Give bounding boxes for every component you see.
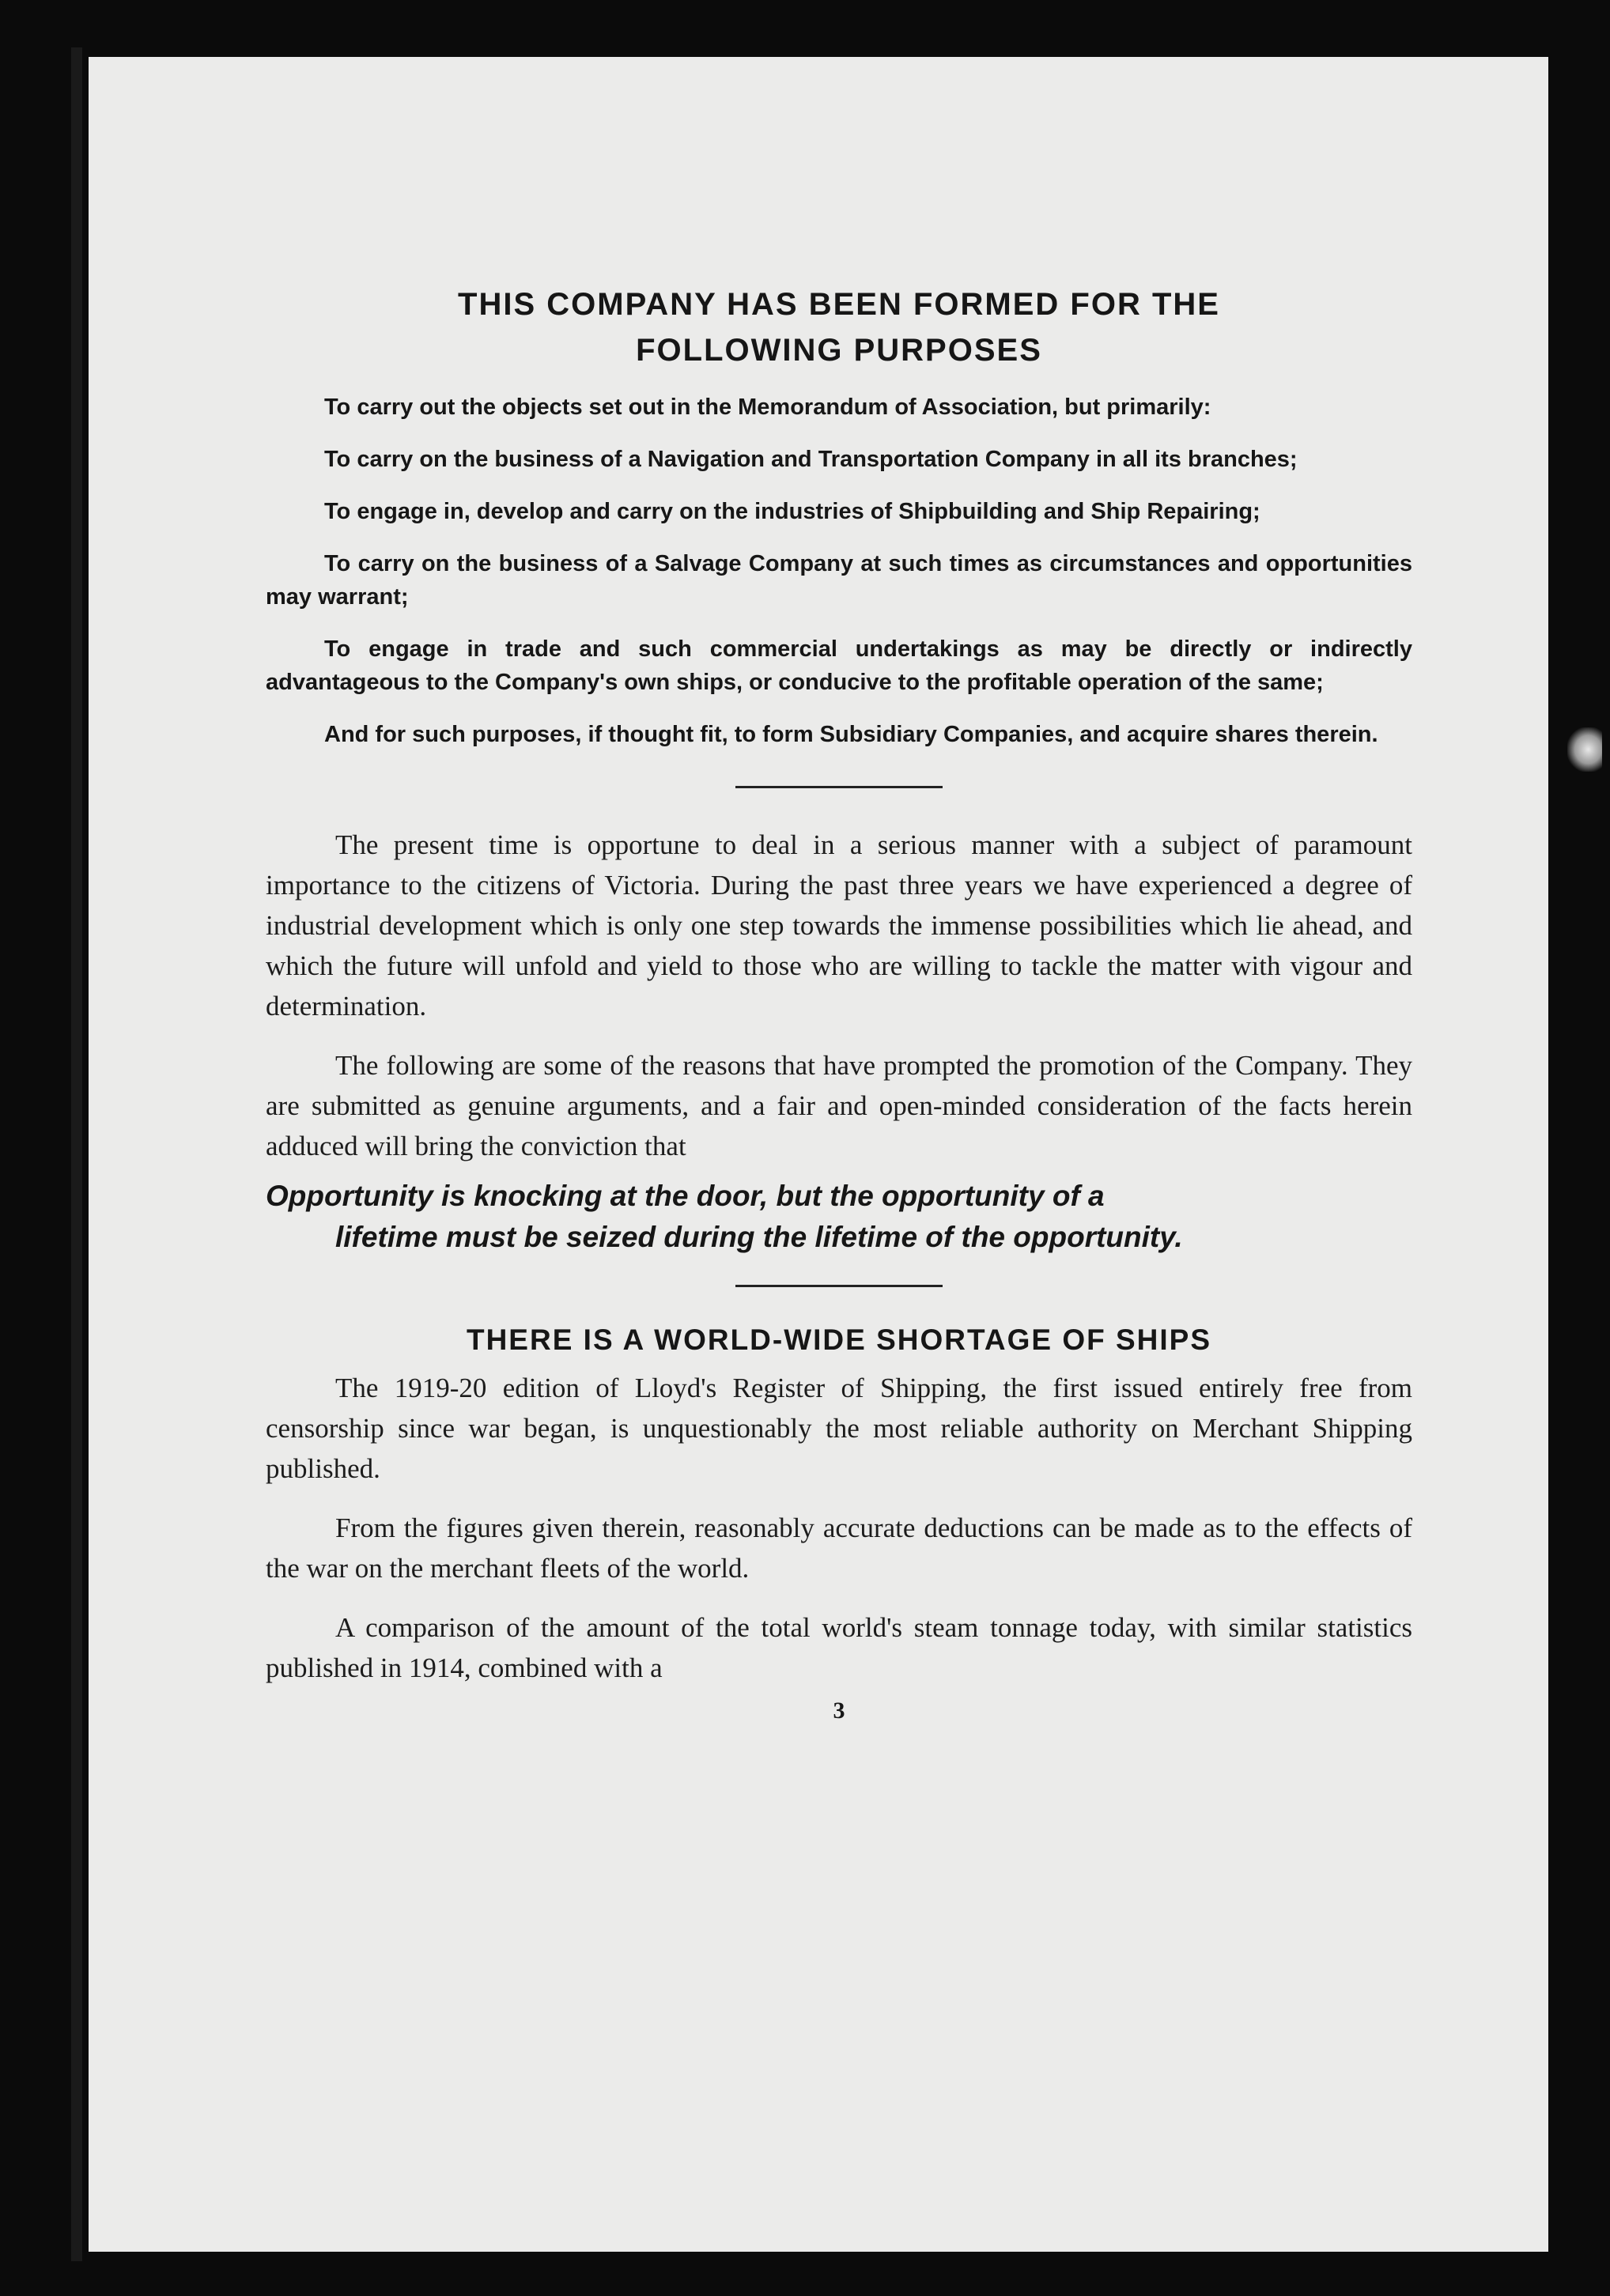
motto-line-2: lifetime must be seized during the lifetime of the opportunity. [335, 1221, 1183, 1253]
purpose-item: To carry on the business of a Navigation and Transportation Company in all its branches; [324, 447, 1298, 472]
page-number: 3 [833, 1697, 845, 1724]
body-paragraph: The following are some of the reasons that have prompted the promotion of the Company. They are submitted as genuine arguments, and a fair and open-minded consideration of the facts herein adduced will bring the conviction that [266, 1050, 1412, 1161]
purpose-item: To engage in trade and such commercial undertakings as may be directly or indirectly advantageous to the Company's own ships, or conducive to the profitable operation of the same; [266, 636, 1412, 695]
motto-line-1: Opportunity is knocking at the door, but the opportunity of a [266, 1180, 1105, 1212]
section-divider [735, 786, 943, 788]
body-paragraph: A comparison of the amount of the total world's steam tonnage today, with similar statistics published in 1914, combined with a [266, 1612, 1412, 1683]
shortage-text [266, 1368, 1412, 1688]
purpose-item: To engage in, develop and carry on the industries of Shipbuilding and Ship Repairing; [324, 499, 1260, 524]
section-divider [735, 1285, 943, 1287]
purposes-heading-line-1: THIS COMPANY HAS BEEN FORMED FOR THE [458, 287, 1220, 322]
body-paragraph: From the figures given therein, reasonably accurate deductions can be made as to the effects of the war on the merchant fleets of the world. [266, 1512, 1412, 1584]
purposes-heading-line-2: FOLLOWING PURPOSES [636, 333, 1042, 368]
page-content [266, 229, 1412, 1724]
scan-artifact [1567, 727, 1602, 772]
shortage-heading: THERE IS A WORLD-WIDE SHORTAGE OF SHIPS [466, 1324, 1212, 1356]
intro-text [266, 825, 1412, 1166]
purpose-item: And for such purposes, if thought fit, to form Subsidiary Companies, and acquire shares therein. [324, 722, 1378, 747]
purposes-list [266, 391, 1412, 751]
body-paragraph: The 1919-20 edition of Lloyd's Register of Shipping, the first issued entirely free from censorship since war began, is unquestionably the most reliable authority on Merchant Shipping published. [266, 1373, 1412, 1484]
document-page [89, 57, 1548, 2252]
motto [266, 1176, 1412, 1258]
purpose-item: To carry on the business of a Salvage Company at such times as circumstances and opportunities may warrant; [266, 551, 1412, 610]
purpose-item: To carry out the objects set out in the Memorandum of Association, but primarily: [324, 395, 1211, 420]
body-paragraph: The present time is opportune to deal in a serious manner with a subject of paramount importance to the citizens of Victoria. During the past three years we have experienced a degree of industrial development which is only one step towards the immense possibilities which lie ahead, and which the future will unfold and yield to those who are willing to tackle the matter with vigour and determination. [266, 829, 1412, 1021]
purposes-heading [266, 281, 1412, 373]
binding-edge [71, 47, 82, 2261]
